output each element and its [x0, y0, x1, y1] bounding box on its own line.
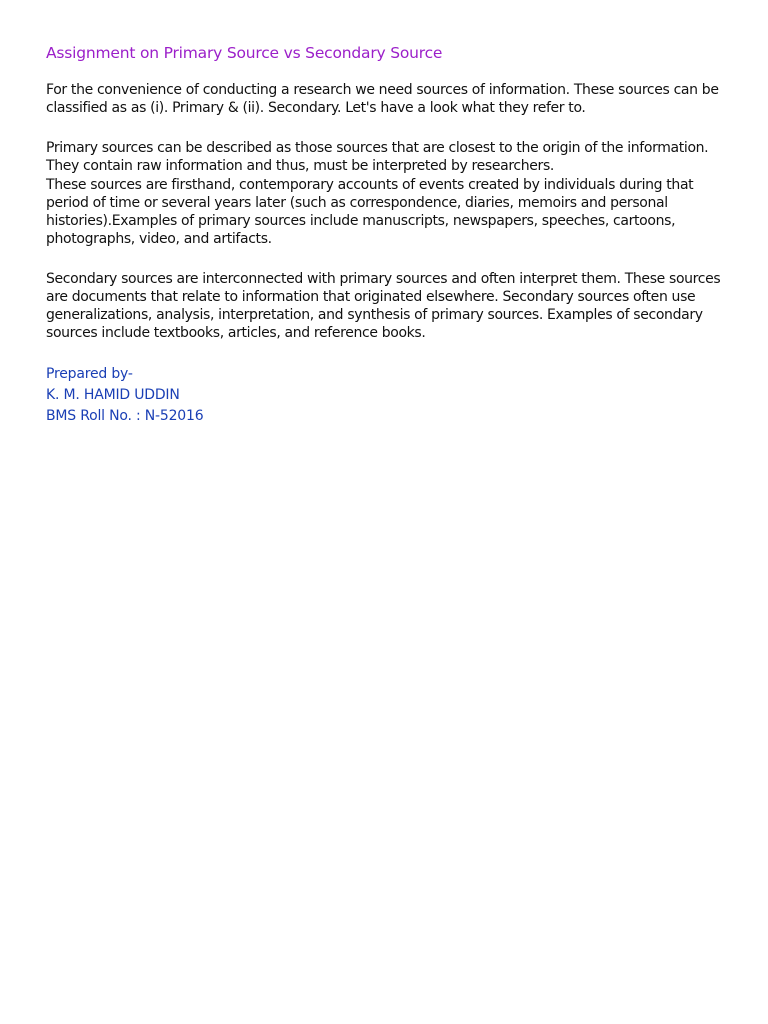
primary-sources-paragraph: Primary sources can be described as those sources that are closest to the origin of the information. They contain raw information and thus, must be interpreted by researchers. — [46, 140, 709, 174]
prepared-by-label: Prepared by- — [46, 366, 133, 382]
author-name: K. M. HAMID UDDIN — [46, 387, 180, 403]
signature-block — [46, 364, 722, 427]
intro-paragraph: For the convenience of conducting a research we need sources of information. These sources can be classified as as (i). Primary & (ii). Secondary. Let's have a look what they refer to. — [46, 82, 719, 116]
primary-sources-details-paragraph: These sources are firsthand, contemporary accounts of events created by individuals during that period of time or several years later (such as correspondence, diaries, memoirs and personal histories).Examples of primary sources include manuscripts, newspapers, speeches, cartoons, photographs, video, and artifacts. — [46, 177, 694, 247]
secondary-sources-paragraph: Secondary sources are interconnected with primary sources and often interpret them. These sources are documents that relate to information that originated elsewhere. Secondary sources often use generalizations, analysis, interpretation, and synthesis of primary sources. Examples of secondary sources include textbooks, articles, and reference books. — [46, 271, 721, 341]
roll-number: BMS Roll No. : N-52016 — [46, 408, 204, 424]
document-title: Assignment on Primary Source vs Secondary Source — [46, 44, 443, 62]
